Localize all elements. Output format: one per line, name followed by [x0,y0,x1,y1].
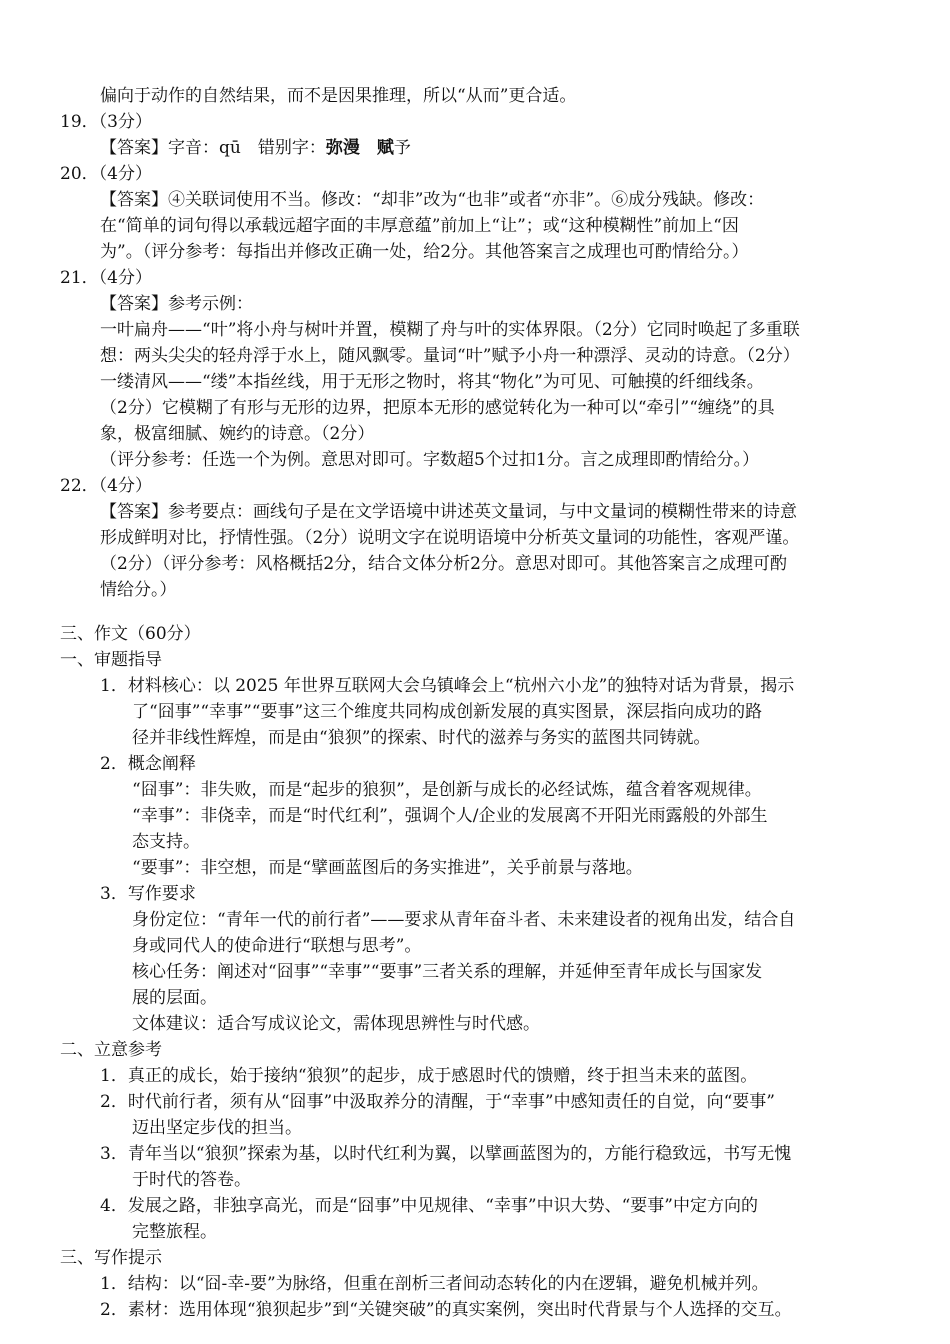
list-item: 1．真正的成长，始于接纳“狼狈”的起步，成于感恩时代的馈赠，终于担当未来的蓝图。 [100,1066,758,1086]
q21-answer-line: 【答案】参考示例： [100,294,253,314]
q21-answer-line: 一缕清风——“缕”本指丝线，用于无形之物时，将其“物化”为可见、可触摸的纤细线条。 [100,372,764,392]
list-item-cont: 于时代的答卷。 [132,1170,251,1190]
q21-answer-line: 想：两头尖尖的轻舟浮于水上，随风飘零。量词“叶”赋予小舟一种漂浮、灵动的诗意。（2分） [100,346,800,366]
q20-answer-line: 为”。（评分参考：每指出并修改正确一处，给2分。其他答案言之成理也可酌情给分。） [100,242,749,262]
concept-line: “幸事”：非侥幸，而是“时代红利”，强调个人/企业的发展离不开阳光雨露般的外部生 [132,806,768,826]
q20-answer-line: 在“简单的词句得以承载远超字面的丰厚意蕴”前加上“让”；或“这种模糊性”前加上“因 [100,216,739,236]
subsection-heading: 二、立意参考 [60,1040,162,1060]
list-item-cont: 完整旅程。 [132,1222,217,1242]
q19-word-2-rest: 予 [393,138,411,158]
list-item: 4．发展之路，非独享高光，而是“囧事”中见规律、“幸事”中识大势、“要事”中定方向的 [100,1196,758,1216]
subsection-heading: 一、审题指导 [60,650,162,670]
requirement-line-cont: 身或同代人的使命进行“联想与思考”。 [132,936,422,956]
list-item: 2．时代前行者，须有从“囧事”中汲取养分的清醒，于“幸事”中感知责任的自觉，向“要事” [100,1092,775,1112]
q21-answer-line: （2分）它模糊了有形与无形的边界，把原本无形的感觉转化为一种可以“牵引”“缠绕”的具 [100,398,775,418]
q19-word-1: 弥漫 [325,138,360,158]
q20-number: 20．（4分） [60,164,152,184]
requirement-line-cont: 展的层面。 [132,988,217,1008]
list-item: 3．写作要求 [100,884,196,904]
list-item: 2．概念阐释 [100,754,196,774]
q22-answer-line: 形成鲜明对比，抒情性强。（2分）说明文字在说明语境中分析英文量词的功能性，客观严谨。 [100,528,800,548]
list-item: 3．青年当以“狼狈”探索为基，以时代红利为翼，以擘画蓝图为的，方能行稳致远，书写无愧 [100,1144,792,1164]
q21-answer-line: 象，极富细腻、婉约的诗意。（2分） [100,424,375,444]
q19-word-2: 赋 [376,138,394,158]
q21-scoring-note: （评分参考：任选一个为例。意思对即可。字数超5个过扣1分。言之成理即酌情给分。） [100,450,760,470]
section-title: 三、作文（60分） [60,624,201,644]
q21-number: 21．（4分） [60,268,152,288]
q22-answer-line: （2分）（评分参考：风格概括2分，结合文体分析2分。意思对即可。其他答案言之成理可酌 [100,554,787,574]
subsection-heading: 三、写作提示 [60,1248,162,1268]
q20-answer-line: 【答案】④关联词使用不当。修改：“却非”改为“也非”或者“亦非”。⑥成分残缺。修改： [100,190,765,210]
continuation-line: 偏向于动作的自然结果，而不是因果推理，所以“从而”更合适。 [100,86,577,106]
list-item-cont: 径并非线性辉煌，而是由“狼狈”的探索、时代的滋养与务实的蓝图共同铸就。 [132,728,711,748]
q19-answer-prefix: 【答案】字音：qū 错别字： [100,138,326,158]
q22-answer-line: 情给分。） [100,580,177,600]
requirement-line: 身份定位：“青年一代的前行者”——要求从青年奋斗者、未来建设者的视角出发，结合自 [132,910,796,930]
concept-line: “要事”：非空想，而是“擘画蓝图后的务实推进”，关乎前景与落地。 [132,858,643,878]
list-item: 1．材料核心：以 2025 年世界互联网大会乌镇峰会上“杭州六小龙”的独特对话为背景，揭示 [100,676,795,696]
q22-number: 22．（4分） [60,476,152,496]
list-item: 2．素材：选用体现“狼狈起步”到“关键突破”的真实案例，突出时代背景与个人选择的交互。 [100,1300,792,1320]
requirement-line: 核心任务：阐述对“囧事”“幸事”“要事”三者关系的理解，并延伸至青年成长与国家发 [132,962,763,982]
q21-answer-line: 一叶扁舟——“叶”将小舟与树叶并置，模糊了舟与叶的实体界限。（2分）它同时唤起了多重联 [100,320,800,340]
list-item: 1．结构：以“囧-幸-要”为脉络，但重在剖析三者间动态转化的内在逻辑，避免机械并列。 [100,1274,769,1294]
concept-line: “囧事”：非失败，而是“起步的狼狈”，是创新与成长的必经试炼，蕴含着客观规律。 [132,780,762,800]
requirement-line: 文体建议：适合写成议论文，需体现思辨性与时代感。 [132,1014,540,1034]
list-item-cont: 了“囧事”“幸事”“要事”这三个维度共同构成创新发展的真实图景，深层指向成功的路 [132,702,763,722]
concept-line-cont: 态支持。 [132,832,200,852]
q22-answer-line: 【答案】参考要点：画线句子是在文学语境中讲述英文量词，与中文量词的模糊性带来的诗意 [100,502,797,522]
list-item-cont: 迈出坚定步伐的担当。 [132,1118,302,1138]
q19-number: 19．（3分） [60,112,152,132]
q19-answer [100,135,411,161]
